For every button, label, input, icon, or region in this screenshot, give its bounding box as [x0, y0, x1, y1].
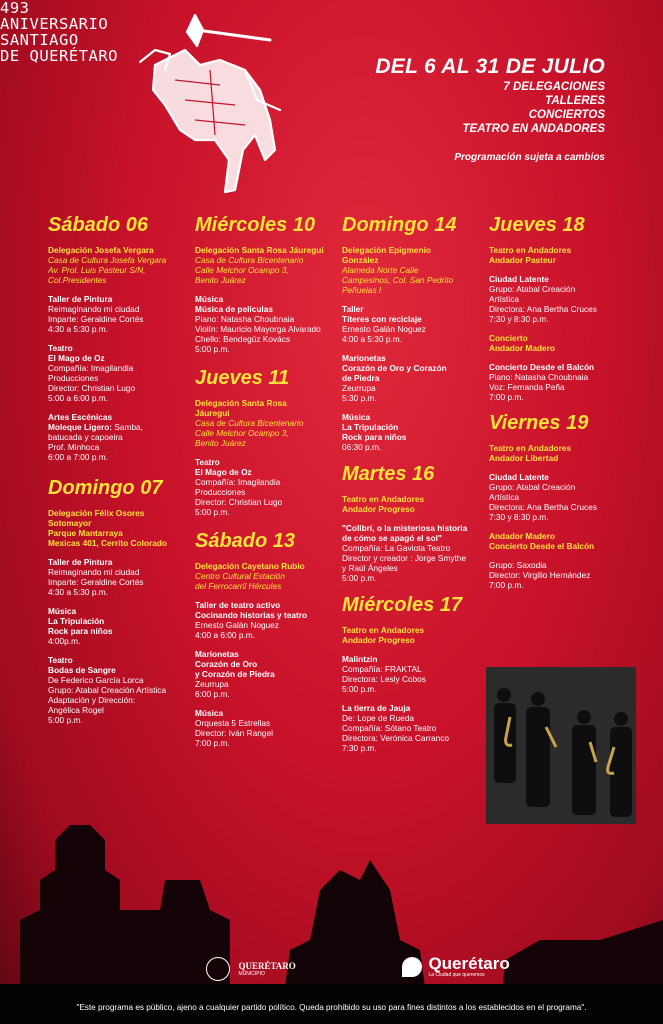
- event-detail: Angélica Rogel: [48, 705, 104, 715]
- event-block: [195, 708, 335, 748]
- event-title: El Mago de Oz: [48, 353, 105, 363]
- venue-name: González: [342, 255, 379, 265]
- venue-address: Av. Prol. Luis Pasteur S/N,: [48, 265, 146, 275]
- event-detail: Compañía: Imagilandia: [195, 477, 281, 487]
- event-block: [489, 560, 629, 590]
- day-heading: Domingo 14: [342, 214, 457, 236]
- event-time: 5:00 p.m.: [195, 344, 230, 354]
- event-detail: Grupo: Atabal Creación Artística: [48, 685, 167, 695]
- event-detail: Compañía: La Gaviota Teatro: [342, 543, 451, 553]
- event-detail: Producciones: [48, 373, 99, 383]
- event-time: 4:30 a 5:30 p.m.: [48, 324, 108, 334]
- event-category: Taller: [342, 304, 364, 314]
- anniversary-number: 493: [0, 0, 30, 17]
- event-detail: Grupo: Atabal Creación: [489, 284, 576, 294]
- venue-place: Andador Progreso: [342, 504, 415, 514]
- event-detail: Compañía: Sótano Teatro: [342, 723, 437, 733]
- event-detail: Compañía: Imagilandia: [48, 363, 134, 373]
- event-block: [195, 649, 335, 699]
- schedule-column-4: [489, 213, 629, 599]
- event-category: Teatro: [48, 655, 73, 665]
- event-category: Artes Escénicas: [48, 412, 113, 422]
- schedule-notice: Programación sujeta a cambios: [454, 152, 605, 163]
- venue-address: Calle Melchor Ocampo 3,: [195, 265, 289, 275]
- venue-place: Centro Cultural Estación: [195, 571, 285, 581]
- event-time: 7:00 p.m.: [195, 738, 230, 748]
- event-block: [342, 523, 482, 583]
- event-time: 6:00 a 7:00 p.m.: [48, 452, 108, 462]
- event-detail: Imparte: Geraldine Cortés: [48, 577, 144, 587]
- event-time: 7:00 p.m.: [489, 392, 524, 402]
- event-title: Reimaginando mi ciudad: [48, 304, 140, 314]
- venue-name: Delegación Félix Osores: [48, 508, 145, 518]
- venue-place: Andador Pasteur: [489, 255, 556, 265]
- event-detail: y Raúl Ángeles: [342, 563, 398, 573]
- venue-name: Delegación Josefa Vergara: [48, 245, 154, 255]
- municipio-logo-name: QUERÉTARO: [238, 961, 296, 971]
- event-block: [48, 655, 188, 725]
- city-logo-slogan: La Ciudad que queremos: [428, 972, 485, 978]
- day-heading: Jueves 18: [489, 214, 585, 236]
- event-time: 5:30 p.m.: [342, 393, 377, 403]
- event-title: Bodas de Sangre: [48, 665, 116, 675]
- venue-name: Jáuregui: [195, 408, 230, 418]
- event-category: Teatro: [48, 343, 73, 353]
- event-title: La Tripulación: [48, 616, 105, 626]
- event-detail: batucada y capoeira: [48, 432, 123, 442]
- venue-place: Casa de Cultura Bicentenario: [195, 255, 304, 265]
- event-detail: Zeurrupa: [195, 679, 229, 689]
- day-heading: Sábado 13: [195, 530, 296, 552]
- event-time: 5:00 p.m.: [342, 684, 377, 694]
- municipio-logo: [206, 957, 296, 981]
- anniversary-line: ANIVERSARIO: [0, 15, 109, 33]
- venue-name: Teatro en Andadores: [489, 443, 572, 453]
- event-title: Música de películas: [195, 304, 273, 314]
- event-detail: Producciones: [195, 487, 246, 497]
- event-category: Taller de Pintura: [48, 557, 113, 567]
- venue-name: Sotomayor: [48, 518, 92, 528]
- event-time: 6:00 p.m.: [195, 689, 230, 699]
- event-block: [342, 625, 482, 645]
- event-time: 7:30 p.m.: [342, 743, 377, 753]
- event-category: Teatro: [195, 457, 220, 467]
- event-category: Música: [195, 708, 224, 718]
- event-time: 4:30 a 5:30 p.m.: [48, 587, 108, 597]
- event-category: Marionetas: [342, 353, 386, 363]
- venue-address: Benito Juárez: [195, 275, 246, 285]
- event-detail: Director: Virgilio Hernández: [489, 570, 591, 580]
- event-detail: Directora: Ana Bertha Cruces: [489, 502, 597, 512]
- event-title: y Corazón de Piedra: [195, 669, 275, 679]
- event-category: Música: [48, 606, 77, 616]
- venue-name: Teatro en Andadores: [342, 494, 425, 504]
- venue-address: Peñuelas I: [342, 285, 382, 295]
- event-title: Ciudad Latente: [489, 274, 549, 284]
- event-title: El Mago de Oz: [195, 467, 252, 477]
- event-detail: Imparte: Geraldine Cortés: [48, 314, 144, 324]
- venue-name: Concierto: [489, 333, 528, 343]
- event-detail: Compañía: FRAKTAL: [342, 664, 422, 674]
- venue-address: Calle Melchor Ocampo 3,: [195, 428, 289, 438]
- event-title: Reimaginando mi ciudad: [48, 567, 140, 577]
- venue-address: Mexicas 401, Cerrito Colorado: [48, 538, 167, 548]
- event-title: Concierto Desde el Balcón: [489, 362, 595, 372]
- disclaimer-text: "Este programa es público, ajeno a cualquier partido político. Queda prohibido su uso para fines distintos a los establecidos en el programa".: [76, 1003, 587, 1012]
- event-title: Rock para niños: [342, 432, 407, 442]
- event-block: [489, 472, 629, 522]
- event-block: [195, 600, 335, 640]
- event-block: [489, 443, 629, 463]
- event-block: [489, 274, 629, 324]
- event-detail: Director y creador : Jorge Smythe: [342, 553, 467, 563]
- event-title: Títeres con reciclaje: [342, 314, 422, 324]
- event-detail: Director: Iván Rangel: [195, 728, 273, 738]
- municipio-logo-sub: MUNICIPIO: [238, 971, 265, 977]
- event-detail: De Federico García Lorca: [48, 675, 144, 685]
- highlight-item: TEATRO EN ANDADORES: [462, 123, 605, 135]
- city-logo-name: Querétaro: [428, 954, 510, 973]
- event-detail: Prof. Minhoca: [48, 442, 100, 452]
- event-time: 5:00 p.m.: [342, 573, 377, 583]
- event-detail: Chello: Bendegúz Kovács: [195, 334, 291, 344]
- event-title: Ciudad Latente: [489, 472, 549, 482]
- venue-place: Andador Libertad: [489, 453, 559, 463]
- crest-icon: [206, 957, 230, 981]
- venue-address: Campesinos, Col. San Pedrito: [342, 275, 454, 285]
- event-block: [195, 245, 335, 285]
- day-heading: Domingo 07: [48, 477, 163, 499]
- event-title: La Tripulación: [342, 422, 399, 432]
- event-category: Marionetas: [195, 649, 239, 659]
- event-detail: Director: Christian Lugo: [195, 497, 283, 507]
- event-detail: Directora: Verónica Carranco: [342, 733, 449, 743]
- event-detail: Voz: Fernanda Peña: [489, 382, 565, 392]
- venue-name: Delegación Cayetano Rubio: [195, 561, 305, 571]
- event-block: [489, 245, 629, 265]
- venue-name: Andador Madero: [489, 531, 555, 541]
- event-detail: Ernesto Galán Noguez: [342, 324, 426, 334]
- schedule-column-1: [48, 213, 188, 734]
- event-detail: Directora: Lesly Cobos: [342, 674, 426, 684]
- event-block: [195, 561, 335, 591]
- venue-place: Casa de Cultura Josefa Vergara: [48, 255, 167, 265]
- event-time: 7:00 p.m.: [489, 580, 524, 590]
- event-title: de Piedra: [342, 373, 380, 383]
- event-block: [48, 294, 188, 334]
- event-detail: Artística: [489, 492, 519, 502]
- map-pin-icon: [402, 957, 422, 977]
- day-heading: Viernes 19: [489, 412, 589, 434]
- event-title: Rock para niños: [48, 626, 113, 636]
- event-detail: Zeurrupa: [342, 383, 376, 393]
- highlight-item: 7 DELEGACIONES: [503, 81, 605, 93]
- event-block: [342, 353, 482, 403]
- event-block: [342, 654, 482, 694]
- event-block: [342, 494, 482, 514]
- event-title: Moleque Ligero:: [48, 422, 113, 432]
- venue-name: Teatro en Andadores: [489, 245, 572, 255]
- event-category: Música: [195, 294, 224, 304]
- event-block: [48, 412, 188, 462]
- event-title: Cocinando historias y teatro: [195, 610, 308, 620]
- event-detail: Grupo: Atabal Creación: [489, 482, 576, 492]
- dates-title: DEL 6 AL 31 DE JULIO: [375, 55, 605, 78]
- event-block: [48, 557, 188, 597]
- highlight-item: TALLERES: [545, 95, 605, 107]
- event-block: [195, 457, 335, 517]
- event-time: 4:00p.m.: [48, 636, 81, 646]
- event-block: [48, 245, 188, 285]
- venue-place: del Ferrocarril Hércules: [195, 581, 282, 591]
- schedule-column-2: [195, 213, 335, 757]
- event-block: [48, 606, 188, 646]
- event-block: [195, 398, 335, 448]
- event-detail: Ernesto Galán Noguez: [195, 620, 279, 630]
- venue-place: Parque Mantarraya: [48, 528, 123, 538]
- venue-name: Delegación Santa Rosa: [195, 398, 287, 408]
- event-detail: De: Lope de Rueda: [342, 713, 414, 723]
- event-title: Corazón de Oro y Corazón: [342, 363, 447, 373]
- event-detail: Director: Christian Lugo: [48, 383, 136, 393]
- event-title: Orquesta 5 Estrellas: [195, 718, 271, 728]
- event-time: 5:00 p.m.: [48, 715, 83, 725]
- anniversary-line: DE QUERÉTARO: [0, 47, 118, 65]
- venue-place: Alameda Norte Calle: [342, 265, 419, 275]
- event-block: [342, 245, 482, 295]
- event-detail: Grupo: Saxodia: [489, 560, 547, 570]
- event-category: Taller de teatro activo: [195, 600, 281, 610]
- event-title: de cómo se apagó el sol": [342, 533, 442, 543]
- event-block: [48, 343, 188, 403]
- event-detail: Piano: Natasha Choubnaia: [195, 314, 295, 324]
- day-heading: Miércoles 10: [195, 214, 316, 236]
- event-block: [342, 304, 482, 344]
- highlight-item: CONCIERTOS: [528, 109, 605, 121]
- schedule-column-3: [342, 213, 482, 762]
- day-heading: Sábado 06: [48, 214, 149, 236]
- event-block: [489, 333, 629, 353]
- event-time: 5:00 a 6:00 p.m.: [48, 393, 108, 403]
- event-detail: Piano: Natasha Choubnaia: [489, 372, 589, 382]
- event-title: Corazón de Oro: [195, 659, 258, 669]
- knight-on-horse-icon: [125, 10, 285, 200]
- event-title: Concierto Desde el Balcón: [489, 541, 595, 551]
- queretaro-city-logo: [402, 955, 510, 978]
- day-heading: Martes 16: [342, 463, 435, 485]
- day-heading: Miércoles 17: [342, 594, 463, 616]
- event-time: 5:00 p.m.: [195, 507, 230, 517]
- event-detail: Adaptación y Dirección:: [48, 695, 136, 705]
- event-time: 4:00 a 5:30 p.m.: [342, 334, 402, 344]
- event-block: [342, 703, 482, 753]
- anniversary-line: SANTIAGO: [0, 31, 79, 49]
- event-title: "Colibrí, o la misteriosa historia: [342, 523, 468, 533]
- venue-name: Delegación Santa Rosa Jáuregui: [195, 245, 324, 255]
- venue-name: Delegación Epigmenio: [342, 245, 431, 255]
- highlights-list: [463, 80, 605, 136]
- event-title: La tierra de Jauja: [342, 703, 411, 713]
- event-category: Música: [342, 412, 371, 422]
- event-title-suffix: Samba,: [112, 422, 143, 432]
- event-block: [195, 294, 335, 354]
- event-category: Taller de Pintura: [48, 294, 113, 304]
- event-block: [342, 412, 482, 452]
- event-time: 4:00 a 6:00 p.m.: [195, 630, 255, 640]
- day-heading: Jueves 11: [195, 367, 290, 389]
- event-block: [48, 508, 188, 548]
- venue-address: Benito Juárez: [195, 438, 246, 448]
- event-detail: Artística: [489, 294, 519, 304]
- venue-place: Casa de Cultura Bicentenario: [195, 418, 304, 428]
- venue-address: Col.Presidentes: [48, 275, 107, 285]
- event-time: 06:30 p.m.: [342, 442, 382, 452]
- event-detail: Directora: Ana Bertha Cruces: [489, 304, 597, 314]
- event-block: [489, 531, 629, 551]
- event-time: 7:30 y 8:30 p.m.: [489, 314, 549, 324]
- venue-name: Teatro en Andadores: [342, 625, 425, 635]
- venue-place: Andador Progreso: [342, 635, 415, 645]
- event-detail: Violín: Mauricio Mayorga Alvarado: [195, 324, 321, 334]
- event-time: 7:30 y 8:30 p.m.: [489, 512, 549, 522]
- event-title: Malintzin: [342, 654, 378, 664]
- venue-place: Andador Madero: [489, 343, 555, 353]
- event-block: [489, 362, 629, 402]
